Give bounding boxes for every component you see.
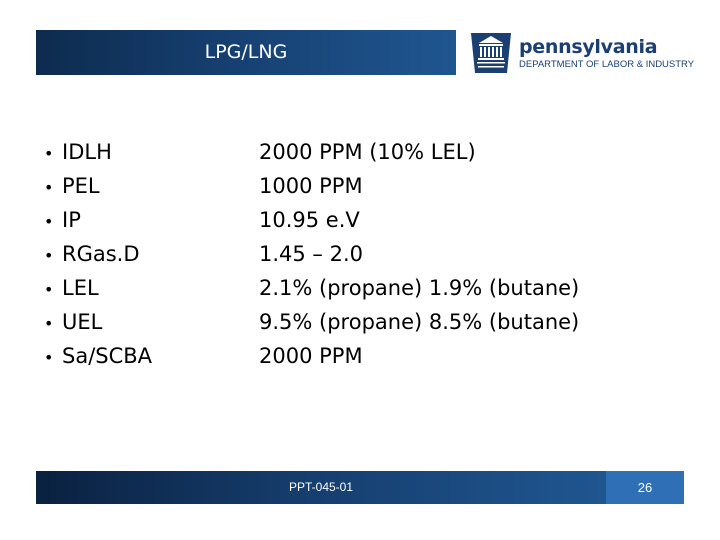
footer-main: [36, 471, 606, 504]
pennsylvania-logo: [467, 30, 695, 76]
term-value: 2000 PPM (10% LEL): [259, 140, 476, 164]
value-list: [259, 135, 579, 373]
logo-subtitle: DEPARTMENT OF LABOR & INDUSTRY: [519, 59, 695, 70]
term-list: [44, 135, 152, 373]
list-item: [44, 339, 152, 373]
title-bar: [36, 30, 456, 75]
slide-title: LPG/LNG: [204, 41, 288, 63]
term-value: 1000 PPM: [259, 174, 363, 198]
footer-code: PPT-045-01: [288, 480, 354, 494]
term-value: 1.45 – 2.0: [259, 242, 364, 266]
bullet-icon: •: [44, 348, 54, 367]
list-item: [44, 135, 152, 169]
bullet-icon: •: [44, 314, 54, 333]
list-item: [44, 237, 152, 271]
term-label: Sa/SCBA: [62, 344, 153, 368]
bullet-icon: •: [44, 246, 54, 265]
list-item: [44, 169, 152, 203]
bullet-icon: •: [44, 280, 54, 299]
footer-bar: [36, 471, 684, 504]
term-value: 2.1% (propane) 1.9% (butane): [259, 276, 580, 300]
page-number-box: [606, 471, 684, 504]
term-label: LEL: [62, 276, 99, 300]
logo-wordmark: pennsylvania: [519, 36, 658, 58]
term-label: IDLH: [62, 140, 112, 164]
bullet-icon: •: [44, 144, 54, 163]
bullet-icon: •: [44, 178, 54, 197]
page-number: 26: [637, 480, 653, 495]
term-label: RGas.D: [62, 242, 140, 266]
list-item: [44, 305, 152, 339]
list-item: [44, 271, 152, 305]
term-value: 2000 PPM: [259, 344, 363, 368]
term-value: 9.5% (propane) 8.5% (butane): [259, 310, 580, 334]
term-label: PEL: [62, 174, 100, 198]
term-value: 10.95 e.V: [259, 208, 360, 232]
term-label: UEL: [62, 310, 103, 334]
list-item: [44, 203, 152, 237]
keystone-capitol-icon: [467, 31, 515, 75]
term-label: IP: [62, 208, 81, 232]
bullet-icon: •: [44, 212, 54, 231]
